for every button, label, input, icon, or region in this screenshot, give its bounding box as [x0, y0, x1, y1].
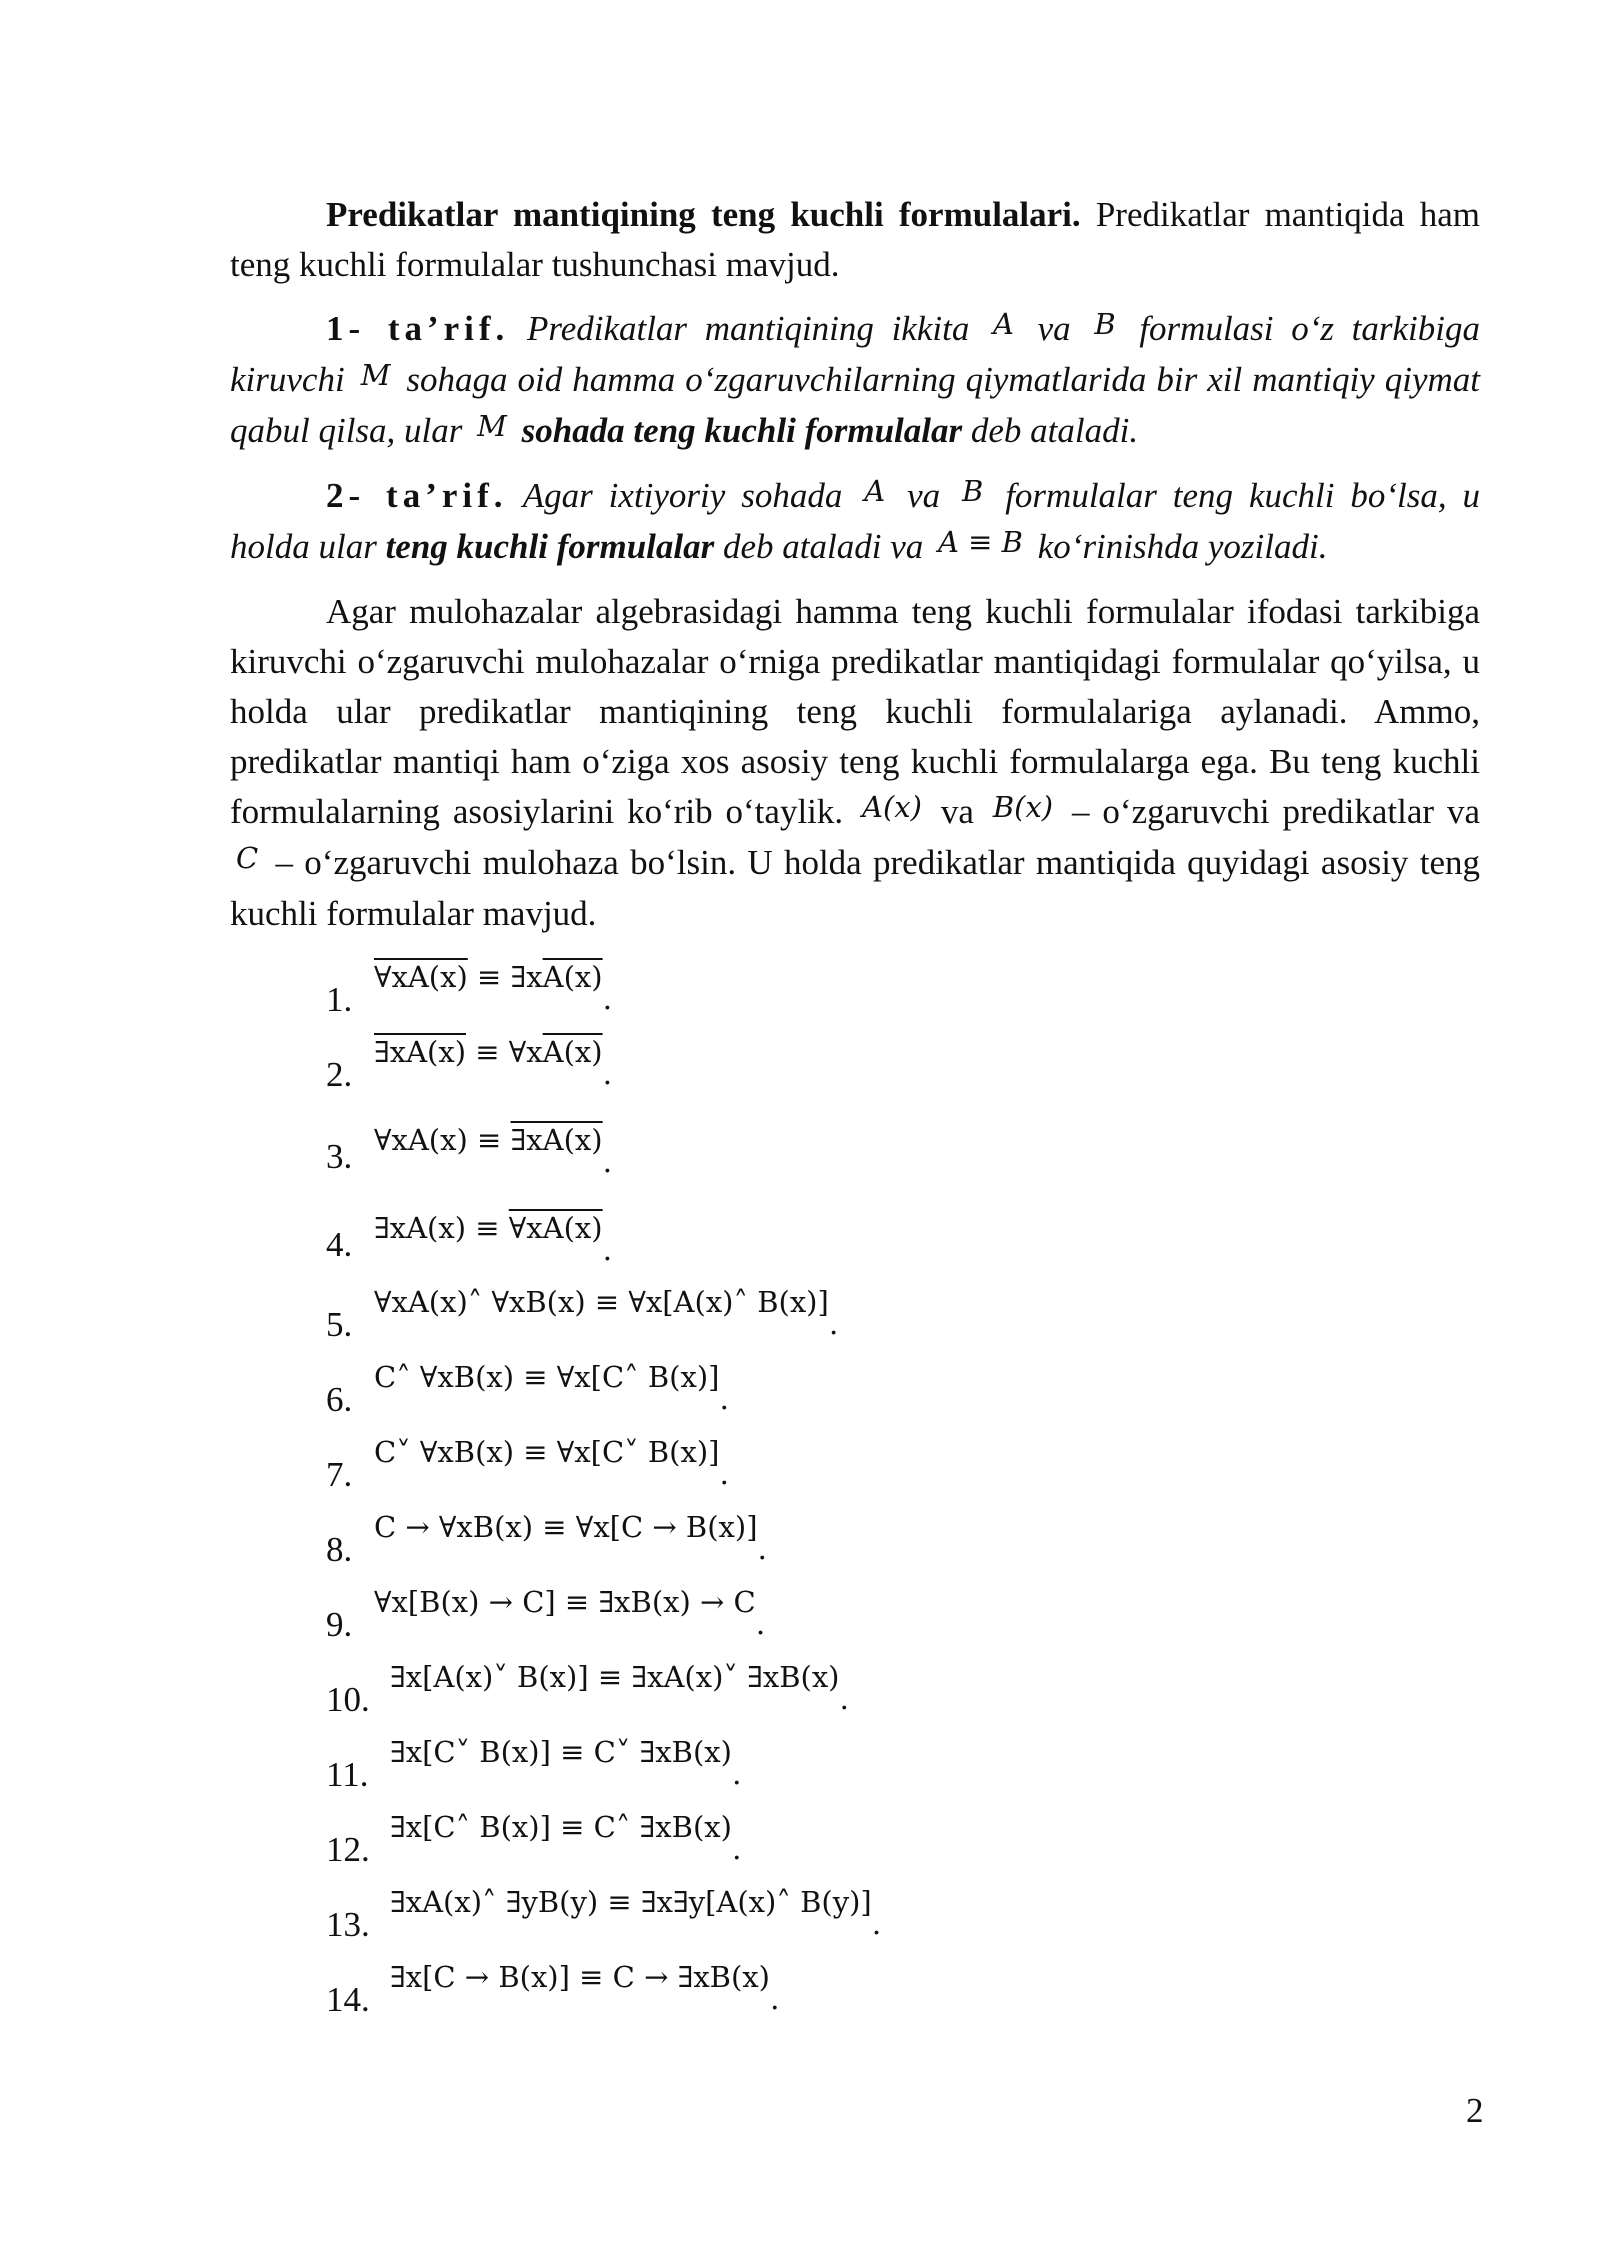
- formula-number: 10.: [326, 1680, 370, 1719]
- formula-end: .: [602, 1145, 613, 1180]
- equivalence-notation: A ≡ B: [938, 525, 1023, 559]
- page-content: [230, 190, 1480, 2030]
- formula-text: ∀x[B(x) → C] ≡ ∃xB(x) → C: [374, 1585, 756, 1619]
- formula-right: ∀xA(x): [508, 1211, 603, 1245]
- formula-number: 9.: [326, 1605, 353, 1644]
- formula-end: .: [755, 1607, 766, 1642]
- definition-1-text: deb ataladi.: [962, 411, 1139, 450]
- body-text: – o‘zgaruvchi predikatlar va: [1059, 792, 1480, 831]
- formula-list: [230, 955, 1480, 2030]
- domain-symbol-m: M: [477, 409, 507, 443]
- formula-number: 5.: [326, 1305, 353, 1344]
- formula-expression: [390, 1955, 780, 2017]
- formula-text: ∃xA(x)˄ ∃yB(y) ≡ ∃x∃y[A(x)˄ B(y)]: [390, 1885, 872, 1919]
- definition-2-term: teng kuchli formulalar: [385, 527, 715, 566]
- formula-left: ∀xA(x): [374, 960, 468, 994]
- formula-number: 11.: [326, 1755, 369, 1794]
- formula-expression: [374, 1580, 766, 1642]
- page-number: 2: [1466, 2091, 1484, 2130]
- formula-expression: [390, 1805, 742, 1867]
- formula-number: 2.: [326, 1055, 353, 1094]
- definition-1-term: sohada teng kuchli formulalar: [512, 411, 963, 450]
- formula-expression: [374, 1206, 613, 1268]
- formula-text: C˅ ∀xB(x) ≡ ∀x[C˅ B(x)]: [374, 1435, 720, 1469]
- formula-item: [230, 1030, 1480, 1112]
- body-text: – o‘zgaruvchi mulohaza bo‘lsin. U holda predikatlar mantiqida quyidagi asosiy teng kuchli formulalar mavjud.: [230, 843, 1480, 933]
- intro-text: Predikatlar mantiqida ham teng kuchli formulalar tushunchasi mavjud.: [230, 195, 1480, 284]
- formula-item: [230, 955, 1480, 1030]
- domain-symbol-m: M: [360, 358, 391, 392]
- formula-expression: [390, 1655, 850, 1717]
- formula-item: [230, 1955, 1480, 2030]
- equivalence-sign: ≡: [467, 960, 511, 994]
- formula-item: [230, 1280, 1480, 1355]
- formula-text: C˄ ∀xB(x) ≡ ∀x[C˄ B(x)]: [374, 1360, 720, 1394]
- definition-2-text: va: [891, 476, 956, 515]
- formula-text: ∃x[C˄ B(x)] ≡ C˄ ∃xB(x): [390, 1810, 732, 1844]
- definition-2-label: 2- ta’rif.: [326, 476, 508, 515]
- formula-item: [230, 1655, 1480, 1730]
- definition-2-text: Agar ixtiyoriy sohada: [507, 476, 859, 515]
- formula-expression: [374, 1118, 613, 1180]
- formula-number: 8.: [326, 1530, 353, 1569]
- formula-end: .: [757, 1532, 768, 1567]
- formula-end: .: [602, 1233, 613, 1268]
- formula-item: [230, 1580, 1480, 1655]
- formula-number: 6.: [326, 1380, 353, 1419]
- definition-2: [230, 471, 1480, 573]
- definition-1-label: 1- ta’rif.: [326, 309, 510, 348]
- formula-right: ∀xA(x): [508, 1035, 603, 1069]
- formula-left: ∃xA(x): [374, 1211, 467, 1245]
- body-paragraph: [230, 587, 1480, 939]
- formula-symbol-b: B: [1094, 307, 1116, 341]
- body-text: va: [927, 792, 987, 831]
- formula-expression: [390, 1730, 742, 1792]
- formula-end: .: [731, 1757, 742, 1792]
- formula-number: 7.: [326, 1455, 353, 1494]
- formula-text: C → ∀xB(x) ≡ ∀x[C → B(x)]: [374, 1510, 758, 1544]
- definition-1-text: Predikatlar mantiqining ikkita: [509, 309, 987, 348]
- formula-end: .: [839, 1682, 850, 1717]
- formula-expression: [374, 1280, 839, 1342]
- intro-paragraph: [230, 190, 1480, 290]
- formula-end: .: [602, 1057, 613, 1092]
- formula-end: .: [871, 1907, 882, 1942]
- formula-item: [230, 1200, 1480, 1280]
- predicate-b: B(x): [992, 790, 1054, 824]
- formula-symbol-b: B: [962, 474, 984, 508]
- definition-1: [230, 304, 1480, 457]
- formula-expression: [374, 1430, 730, 1492]
- formula-end: .: [731, 1832, 742, 1867]
- definition-2-text: formulalar teng kuchli bo‘lsa, u holda ular: [230, 476, 1480, 566]
- formula-symbol-a: A: [864, 474, 886, 508]
- definition-2-text: deb ataladi va: [714, 527, 932, 566]
- equivalence-sign: ≡: [466, 1211, 509, 1245]
- formula-number: 4.: [326, 1225, 353, 1264]
- formula-number: 14.: [326, 1980, 370, 2019]
- formula-item: [230, 1805, 1480, 1880]
- definition-1-text: formulasi o‘z tarkibiga kiruvchi: [230, 309, 1480, 399]
- formula-item: [230, 1430, 1480, 1505]
- equivalence-sign: ≡: [466, 1035, 509, 1069]
- formula-expression: [374, 955, 613, 1017]
- formula-expression: [374, 1505, 768, 1567]
- formula-number: 12.: [326, 1830, 370, 1869]
- definition-2-text: ko‘rinishda yoziladi.: [1029, 527, 1328, 566]
- formula-item: [230, 1112, 1480, 1200]
- formula-item: [230, 1505, 1480, 1580]
- body-text: Agar mulohazalar algebrasidagi hamma teng kuchli formulalar ifodasi tarkibiga kiruvchi o‘zgaruvchi mulohazalar o‘rniga predikatlar mantiqidagi formulalar qo‘yilsa, u holda ular predikatlar mantiqining teng kuchli formulalariga aylanadi. Ammo, predikatlar mantiqi ham o‘ziga xos asosiy teng kuchli formulalarga ega. Bu teng kuchli formulalarning asosiylarini ko‘rib o‘taylik.: [230, 592, 1480, 831]
- variable-c: C: [236, 841, 259, 875]
- formula-text: ∀xA(x)˄ ∀xB(x) ≡ ∀x[A(x)˄ B(x)]: [374, 1285, 829, 1319]
- formula-number: 13.: [326, 1905, 370, 1944]
- formula-left: ∃xA(x): [374, 1035, 467, 1069]
- formula-symbol-a: A: [993, 307, 1014, 341]
- formula-number: 3.: [326, 1137, 353, 1176]
- formula-item: [230, 1880, 1480, 1955]
- formula-right: ∃xA(x): [510, 1123, 603, 1157]
- formula-text: ∃x[A(x)˅ B(x)] ≡ ∃xA(x)˅ ∃xB(x): [390, 1660, 840, 1694]
- formula-expression: [374, 1355, 730, 1417]
- formula-right: ∃xA(x): [510, 960, 603, 994]
- formula-text: ∃x[C˅ B(x)] ≡ C˅ ∃xB(x): [390, 1735, 732, 1769]
- formula-expression: [374, 1030, 613, 1092]
- section-heading: Predikatlar mantiqining teng kuchli formulalari.: [326, 195, 1081, 234]
- definition-1-text: sohaga oid hamma o‘zgaruvchilarning qiymatlarida bir xil mantiqiy qiymat qabul qilsa, ular: [230, 360, 1480, 450]
- equivalence-sign: ≡: [467, 1123, 511, 1157]
- predicate-a: A(x): [862, 790, 922, 824]
- formula-end: .: [602, 982, 613, 1017]
- formula-number: 1.: [326, 980, 353, 1019]
- formula-item: [230, 1730, 1480, 1805]
- formula-text: ∃x[C → B(x)] ≡ C → ∃xB(x): [390, 1960, 770, 1994]
- definition-1-text: va: [1019, 309, 1089, 348]
- formula-item: [230, 1355, 1480, 1430]
- formula-left: ∀xA(x): [374, 1123, 468, 1157]
- formula-end: .: [719, 1382, 730, 1417]
- formula-expression: [390, 1880, 882, 1942]
- formula-end: .: [828, 1307, 839, 1342]
- formula-end: .: [769, 1982, 780, 2017]
- formula-end: .: [719, 1457, 730, 1492]
